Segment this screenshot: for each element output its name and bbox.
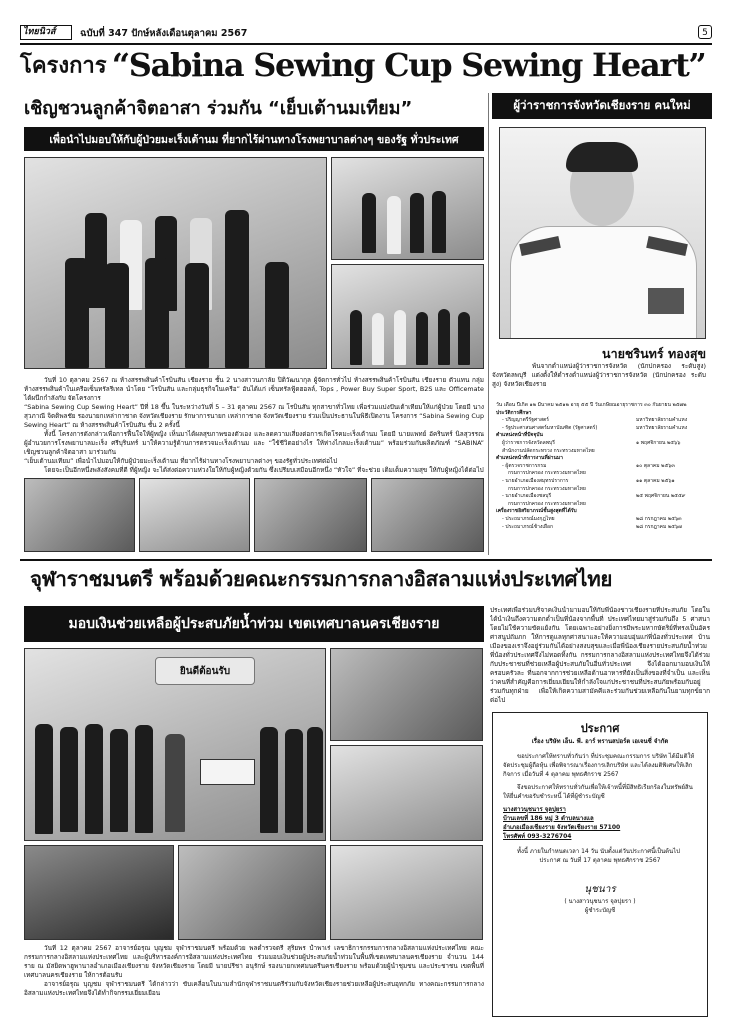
history-label: - นายอำเภอเมืองสมุทรปราการ [502,477,569,484]
photo-crowd [330,845,483,940]
history-label: กรมการปกครอง กระทรวงมหาดไทย [508,470,586,477]
award-value: ๒๘ กรกฎาคม ๒๕๖๓ [636,515,682,522]
notice-para2: จึงขอประกาศให้ทราบทั่วกันเพื่อให้เจ้าหนี้ที่มีสิทธิเรียกร้องในทรัพย์สินให้ยื่นคำขอรับชำระหนี้ ได้ที่ผู้ชำระบัญชี [503,784,693,800]
award-label: - ประถมาภรณ์ช้างเผือก [502,523,554,530]
notice-date: ประกาศ ณ วันที่ 17 ตุลาคม พุทธศักราช 2567 [539,857,661,864]
photo-group-stage [331,157,484,260]
left-story-body [24,376,484,476]
bottom-body-p1: วันที่ 12 ตุลาคม 2567 อาจารย์อรุณ บุญชม จุฬาราชมนตรี พร้อมด้วย พลตำรวจตรี สุริยพร ปำพาเร่ เลขาธิการกรรมการกลางอิสลามแห่งประเทศไทย คณะกรรมการกลางอิสลามแห่งประเทศไทย และผู้บริหารองค์การอิสลามแห่งประเทศไทย ร่วมมอบเงินช่วยผู้ประสบภัยน้ำท่วมในพื้นที่เขตเทศบาลนครเชียงราย จำนวน 144 ราย ณ มัสยิดพาฮูพานาลอำเภอเมืองเชียงราย จังหวัดเชียงราย โดยมี นายปรีชา อนุรักษ์ รองนายกเทศมนตรีนครเชียงราย พร้อมด้วยผู้นำชุมชน และประชาชน เขตพื้นที่เทศบาลนครเชียงราย ให้การต้อนรับ [24,944,484,979]
current-value [636,448,706,456]
notice-role: ผู้ชำระบัญชี [584,907,616,914]
notice-phone: โทรศัพท์ 093-3276704 [503,833,572,840]
governor-portrait [499,127,706,339]
left-body-p1: วันที่ 10 ตุลาคม 2567 ณ ห้างสรรพสินค้าโรบินสัน เชียงราย ชั้น 2 นางสาวนภาลัย ปิติวัฒนากุล ผู้จัดการทั่วไป ห้างสรรพสินค้าโรบินสัน เชียงราย ตัวแทน กลุ่มห้างสรรพสินค้าในเครือเซ็นทรัลรีเทล นำโดย “โรบินสัน และกลุ่มธุรกิจในเครือ” อันได้แก่ เซ็นทรัลฟู้ดฮอลล์, Tops , Power Buy Super Sport, B2S และ Officemate ได้ผนึกกำลังกับ จัดโครงการ [24,376,484,402]
left-body-p5: โดยจะเป็นอีกหนึ่งพลังสังคมที่ดี ที่ผู้หญิง จะได้ส่งต่อความห่วงใยให้กับผู้หญิงด้วยกัน ซึ่งเปรียบเสมือนอีกหนึ่ง “หัวใจ” ที่จะช่วย เติมเต็มความสุข ให้กับผู้หญิงได้ต่อไป [44,466,484,474]
photo-sewing-4 [371,478,484,552]
history-value: ๒๕ พฤศจิกายน ๒๕๕๙ [636,493,686,500]
bottom-banner: มอบเงินช่วยเหลือผู้ประสบภัยน้ำท่วม เขตเทศบาลนครเชียงราย [24,606,484,642]
governor-desc: พ้นจากตำแหน่งผู้ว่าราชการจังหวัด (นักปกครอง ระดับสูง) จังหวัดลพบุรี แต่งตั้งให้ดำรงตำแหน่งผู้ว่าราชการจังหวัด (นักปกครอง ระดับสูง) จังหวัดเชียงราย [492,362,706,388]
current-value: ๑ พฤศจิกายน ๒๕๖๖ [636,439,681,446]
notice-para3: ทั้งนี้ ภายในกำหนดเวลา 14 วัน นับตั้งแต่วันประกาศนี้เป็นต้นไป [517,848,680,855]
photo-opening-ceremony [24,157,327,369]
photo-sewing-2 [139,478,250,552]
history-label: - นายอำเภอเมืองชลบุรี [502,493,552,500]
section-rule [20,559,712,561]
notice-liquidator: นางสาวนุชนาร จุลปุยรา [503,806,566,813]
edu-value: มหาวิทยาลัยรามคำแหง [636,424,688,431]
headline-prefix: โครงการ [20,53,107,79]
education-title: ประวัติการศึกษา [496,409,532,416]
bottom-headline: จุฬาราชมนตรี พร้อมด้วยคณะกรรมการกลางอิสลามแห่งประเทศไทย [30,567,613,591]
photo-donation-ceremony [24,648,326,841]
history-label: กรมการปกครอง กระทรวงมหาดไทย [508,485,586,492]
left-story-banner: เพื่อนำไปมอบให้กับผู้ป่วยมะเร็งเต้านม ที่ยากไร้ผ่านทางโรงพยาบาลต่างๆ ของรัฐ ทั่วประเทศ [24,127,484,151]
photo-hall-2 [330,745,483,841]
main-headline [20,46,720,92]
left-body-p4: “เย็บเต้านมเทียม” เพื่อนำไปมอบให้กับผู้ป่วยมะเร็งเต้านม ที่ยากไร้ผ่านทางโรงพยาบาลต่างๆ ของรัฐทั่วประเทศต่อไป [24,457,338,465]
edu-value: มหาวิทยาลัยรามคำแหง [636,417,688,424]
award-label: - ประถมาภรณ์มงกุฎไทย [502,515,555,522]
history-value [636,501,706,509]
masthead [20,25,712,41]
bottom-body-p2: อาจารย์อรุณ บุญชม จุฬาราชมนตรี ได้กล่าวว่า ขับเคลื่อนในนามสำนักจุฬาราชมนตรีร่วมกับจังหวัดเชียงรายช่วยเหลือผู้ประสบอุทกภัย ทางคณะกรรมการกลางอิสลามแห่งประเทศไทยจึงได้ทำกิจกรรมเยี่ยมเยือน [24,980,484,997]
current-title: ตำแหน่งหน้าที่ปัจจุบัน [496,432,543,439]
history-title: ตำแหน่งหน้าที่การงานที่ผ่านมา [496,455,563,462]
notice-signer: ( นางสาวนุชนาร จุลปุยรา ) [564,898,636,905]
awards-title: เครื่องราชอิสริยาภรณ์ชั้นสูงสุดที่ได้รับ [496,508,577,515]
edu-label: - รัฐประศาสนศาสตร์มหาบัณฑิต (รัฐศาสตร์) [502,424,598,431]
bottom-body [24,944,484,1022]
governor-name: นายชรินทร์ ทองสุข [602,346,706,361]
notice-para1: ขอประกาศให้ทราบทั่วกันว่า ที่ประชุมคณะกรรมการ บริษัท ได้มีมติให้จัดประชุมผู้ถือหุ้น เพื่อพิจารณาเรื่องการเลิกบริษัท และได้ลงมติพิเศษให้เลิกกิจการ เมื่อวันที่ 4 ตุลาคม พุทธศักราช 2567 [503,753,695,778]
notice-addr1: บ้านเลขที่ 186 หมู่ 3 ตำบลนางแล [503,815,594,822]
issue-text: ฉบับที่ 347 ปักษ์หลังเดือนตุลาคม 2567 [80,28,248,39]
photo-sewing-1 [24,478,135,552]
history-value [636,486,706,494]
left-body-p3: ทั้งนี้ โครงการดังกล่าวเพื่อการฟื้นใจให้ผู้หญิง เห็นมาได้ผลสุขภาพของตัวเอง และลดความเสี่ยงต่อการเกิดโรคมะเร็งเต้านม โดยมี นายแพทย์ อัครินทร์ นิลสุวรรณ ผู้อำนวยการโรงพยาบาลมะเร็ง ศรีบุรินทร์ มาให้ความรู้ด้านการตรวจมะเร็งเต้านม และ “ใช้ชีวิตอย่างไร ให้ห่างไกลมะเร็งเต้านม” พร้อมร่วมกับผลิตภัณฑ์ “SABINA” เชิญชวนลูกค้าจิตอาสา มาร่วมกัน [24,430,484,456]
bottom-right-text: ประเทศเพื่อร่วมบริจาคเงินนำมามอบให้กับพี่น้องชาวเชียงรายที่ประสบภัย โดยในได้นำเงินถึงความตกต่ำเป็นพี่น้องจากพื้นที่ ประเทศไทยมาสู่ร่วมกันถึง 5 ศาสนา โดยไม่ใช้ความขัดแย้งกัน โดยเฉพาะอย่างยิ่งการมีพระมหากษัตริย์ที่ทรงเป็นอัครศาสนูปถัมภก ให้การดูแลทุกศาสนาและให้ความอบอุ่นแก่พี่น้องทั่วประเทศ บ้านเมืองของเราจึงอยู่ร่วมกันได้อย่างสงบสุขและเมื่อพี่น้องเชียงรายประสบภัยน้ำท่วมพี่น้องทั่วประเทศจึงไม่ทอดทิ้งกัน กรรมการกลางอิสลามแห่งประเทศไทยจึงได้ร่วมกับประชาชนที่ช่วยเหลือผู้ประสบภัยในอื่นทั่วประเทศ จึงได้ออกมามอบเงินให้ครอบครัวละ ที่นอกจากการช่วยเหลือด้านอาหารที่ยังเป็นสิ่งของที่จำเป็น และเห็นว่าคนที่สำคัญคือการเยี่ยมเยียนให้กำลังใจแก่ประชาชนที่ประสบภัยพร้อมกับอยู่ร่วมกันทุกฝ่าย เพื่อให้เกิดความสามัคคีและร่วมกันช่วยเหลือกันในยามทุกข์ยากต่อไป [490,606,710,704]
award-value: ๒๘ กรกฎาคม ๒๕๖๗ [636,523,682,530]
column-divider [488,93,489,555]
notice-company: เรื่อง บริษัท เอ็น. พี. อาร์ ทรานสปอร์ต เอเจนซี่ จำกัด [531,738,669,745]
notice-addr2: อำเภอเมืองเชียงราย จังหวัดเชียงราย 57100 [503,824,621,831]
photo-handover-2 [178,845,326,940]
governor-birth: วัน เดือน ปีเกิด ๑๒ มีนาคม ๒๕๑๒ อายุ ๕๕ ปี วันเกษียณอายุราชการ ๓๐ กันยายน ๒๕๗๒ [496,402,687,408]
history-label: - ผู้ตรวจราชการกรม [502,462,547,469]
left-body-p2: “Sabina Sewing Cup Sewing Heart” ปีที่ 18 ขึ้น ในระหว่างวันที่ 5 – 31 ตุลาคม 2567 ณ โรบินสัน ทุกสาขาทั่วไทย เพื่อร่วมแบ่งปันเต้าเทียมให้แก่ผู้ป่วย โดยมี นางสุวภาณี จิตติพลชัย รองนายกเหล่ากาชาด จังหวัดเชียงราย รักษาการนายก เหล่ากาชาด จังหวัดเชียงราย ร่วมเป็นประธานในพิธีเปิดงาน โครงการ “Sabina Sewing Cup Sewing Heart” ณ ห้างสรรพสินค้าโรบินสัน ชั้น 2 ครั้งนี้ [24,403,484,429]
notice-title: ประกาศ [580,722,620,735]
photo-handover-1 [24,845,174,940]
legal-notice [492,712,708,1017]
newspaper-logo: ไทยนิวส์ [20,25,72,40]
left-story-title: เชิญชวนลูกค้าจิตอาสา ร่วมกัน “เย็บเต้านมเทียม” [24,98,413,119]
photo-sewing-3 [254,478,367,552]
history-value [636,470,706,478]
governor-banner: ผู้ว่าราชการจังหวัดเชียงราย คนใหม่ [492,93,712,119]
current-label: ผู้ว่าราชการจังหวัดลพบุรี [502,439,555,446]
page-number: 5 [698,25,712,39]
headline-title: “Sabina Sewing Cup Sewing Heart” [111,46,706,84]
photo-group-line [331,264,484,369]
welcome-sign: ยินดีต้อนรับ [155,657,255,685]
masthead-rule [20,43,712,45]
edu-label: - ปริญญาตรีรัฐศาสตร์ [502,417,549,424]
history-value: ๑๐ ตุลาคม ๒๕๖๓ [636,462,675,469]
photo-hall-1 [330,648,483,741]
history-value: ๑๑ ตุลาคม ๒๕๖๑ [636,477,675,484]
current-label: สำนักงานปลัดกระทรวง กระทรวงมหาดไทย [502,447,595,454]
history-label: กรมการปกครอง กระทรวงมหาดไทย [508,500,586,507]
governor-bio [496,402,706,552]
notice-signature: นุชนาร [584,884,616,895]
